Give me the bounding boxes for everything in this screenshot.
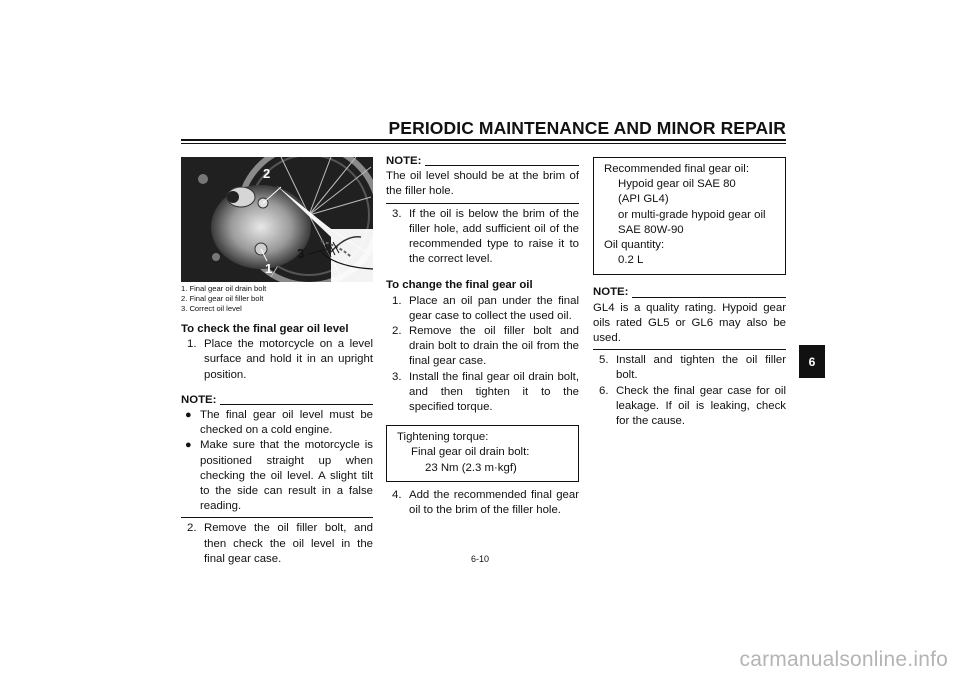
step-text: Install and tighten the oil filler bolt. xyxy=(616,354,786,382)
step-number: 6. xyxy=(599,384,609,397)
bullet-text: Make sure that the motorcycle is positioned straight up when checking the oil level. A slight tilt to the side can result in a false reading. xyxy=(200,439,373,513)
step-number: 1. xyxy=(392,294,402,307)
note-header xyxy=(181,393,373,408)
change-step-1 xyxy=(386,294,579,324)
page-title: PERIODIC MAINTENANCE AND MINOR REPAIR xyxy=(388,118,786,138)
step-number: 3. xyxy=(392,370,402,383)
note-rule xyxy=(220,404,373,405)
callout-2: 2 xyxy=(263,166,271,181)
step-number: 1. xyxy=(187,338,197,351)
note-bullet xyxy=(181,408,373,438)
watermark: carmanualsonline.info xyxy=(739,648,948,671)
bullet-icon: ● xyxy=(185,439,192,452)
note-label: NOTE: xyxy=(181,393,217,406)
change-step-4 xyxy=(386,488,579,518)
step-text: Install the final gear oil drain bolt, and then tighten it to the specified torque. xyxy=(409,370,579,414)
oil-type-line: or multi-grade hypoid gear oil xyxy=(618,208,766,221)
torque-spec-box xyxy=(386,425,579,482)
note-label: NOTE: xyxy=(386,155,422,167)
step-1 xyxy=(181,337,373,383)
torque-title: Tightening torque: xyxy=(397,431,489,444)
oil-quantity-label: Oil quantity: xyxy=(604,239,665,252)
callout-1: 1 xyxy=(265,261,273,276)
oil-type-line: Hypoid gear oil SAE 80 xyxy=(618,178,736,191)
note-rule xyxy=(425,165,579,166)
oil-type-line: SAE 80W-90 xyxy=(618,223,684,236)
note-header xyxy=(386,154,579,169)
step-3 xyxy=(386,207,579,268)
chapter-tab: 6 xyxy=(799,345,825,378)
step-number: 2. xyxy=(187,522,197,535)
oil-type-line: (API GL4) xyxy=(618,193,669,206)
step-number: 4. xyxy=(392,488,402,501)
step-text: Place an oil pan under the final gear case to collect the used oil. xyxy=(409,294,579,322)
note-rule xyxy=(632,297,786,298)
caption-3: 3. Correct oil level xyxy=(181,304,242,313)
torque-item: Final gear oil drain bolt: xyxy=(411,446,530,459)
final-gear-photo xyxy=(181,157,373,282)
oil-quantity-value: 0.2 L xyxy=(618,254,644,267)
column-3 xyxy=(593,157,786,429)
figure-captions xyxy=(181,284,373,314)
header-rule xyxy=(181,139,786,141)
change-step-5 xyxy=(593,353,786,383)
note-text: The oil level should be at the brim of the filler hole. xyxy=(386,170,579,198)
step-text: Remove the oil filler bolt and drain bolt to drain the oil from the final gear case. xyxy=(409,325,579,368)
step-text: Check the final gear case for oil leakage. If oil is leaking, check for the cause. xyxy=(616,384,786,428)
bullet-icon: ● xyxy=(185,409,192,422)
section-heading-check: To check the final gear oil level xyxy=(181,323,349,335)
step-text: Add the recommended final gear oil to the brim of the filler hole. xyxy=(409,488,579,517)
torque-value: 23 Nm (2.3 m·kgf) xyxy=(425,461,517,474)
note-bullet xyxy=(181,438,373,514)
bullet-text: The final gear oil level must be checked on a cold engine. xyxy=(200,409,373,437)
column-1 xyxy=(181,322,373,567)
oil-box-title: Recommended final gear oil: xyxy=(604,163,749,175)
step-text: Place the motorcycle on a level surface and hold it in an upright position. xyxy=(204,338,373,381)
step-number: 3. xyxy=(392,207,402,220)
caption-2: 2. Final gear oil filler bolt xyxy=(181,294,264,303)
change-step-6 xyxy=(593,384,786,430)
change-step-3 xyxy=(386,370,579,416)
note-header xyxy=(593,285,786,300)
final-gear-figure xyxy=(181,157,373,282)
step-number: 5. xyxy=(599,354,609,367)
note-label: NOTE: xyxy=(593,286,629,299)
page-number: 6-10 xyxy=(470,554,489,564)
section-heading-change: To change the final gear oil xyxy=(386,279,533,292)
column-2 xyxy=(386,154,579,518)
step-text: If the oil is below the brim of the filler hole, add sufficient oil of the recommended type to raise it to the correct level. xyxy=(409,207,579,266)
recommended-oil-box xyxy=(593,157,786,275)
change-step-2 xyxy=(386,324,579,370)
step-text: Remove the oil filler bolt, and then check the oil level in the final gear case. xyxy=(204,522,373,565)
caption-1: 1. Final gear oil drain bolt xyxy=(181,284,267,293)
step-2 xyxy=(181,521,373,567)
callout-3: 3 xyxy=(297,246,305,261)
step-number: 2. xyxy=(392,325,402,338)
header-rule-thin xyxy=(181,143,786,144)
note-text: GL4 is a quality rating. Hypoid gear oils rated GL5 or GL6 may also be used. xyxy=(593,301,786,345)
